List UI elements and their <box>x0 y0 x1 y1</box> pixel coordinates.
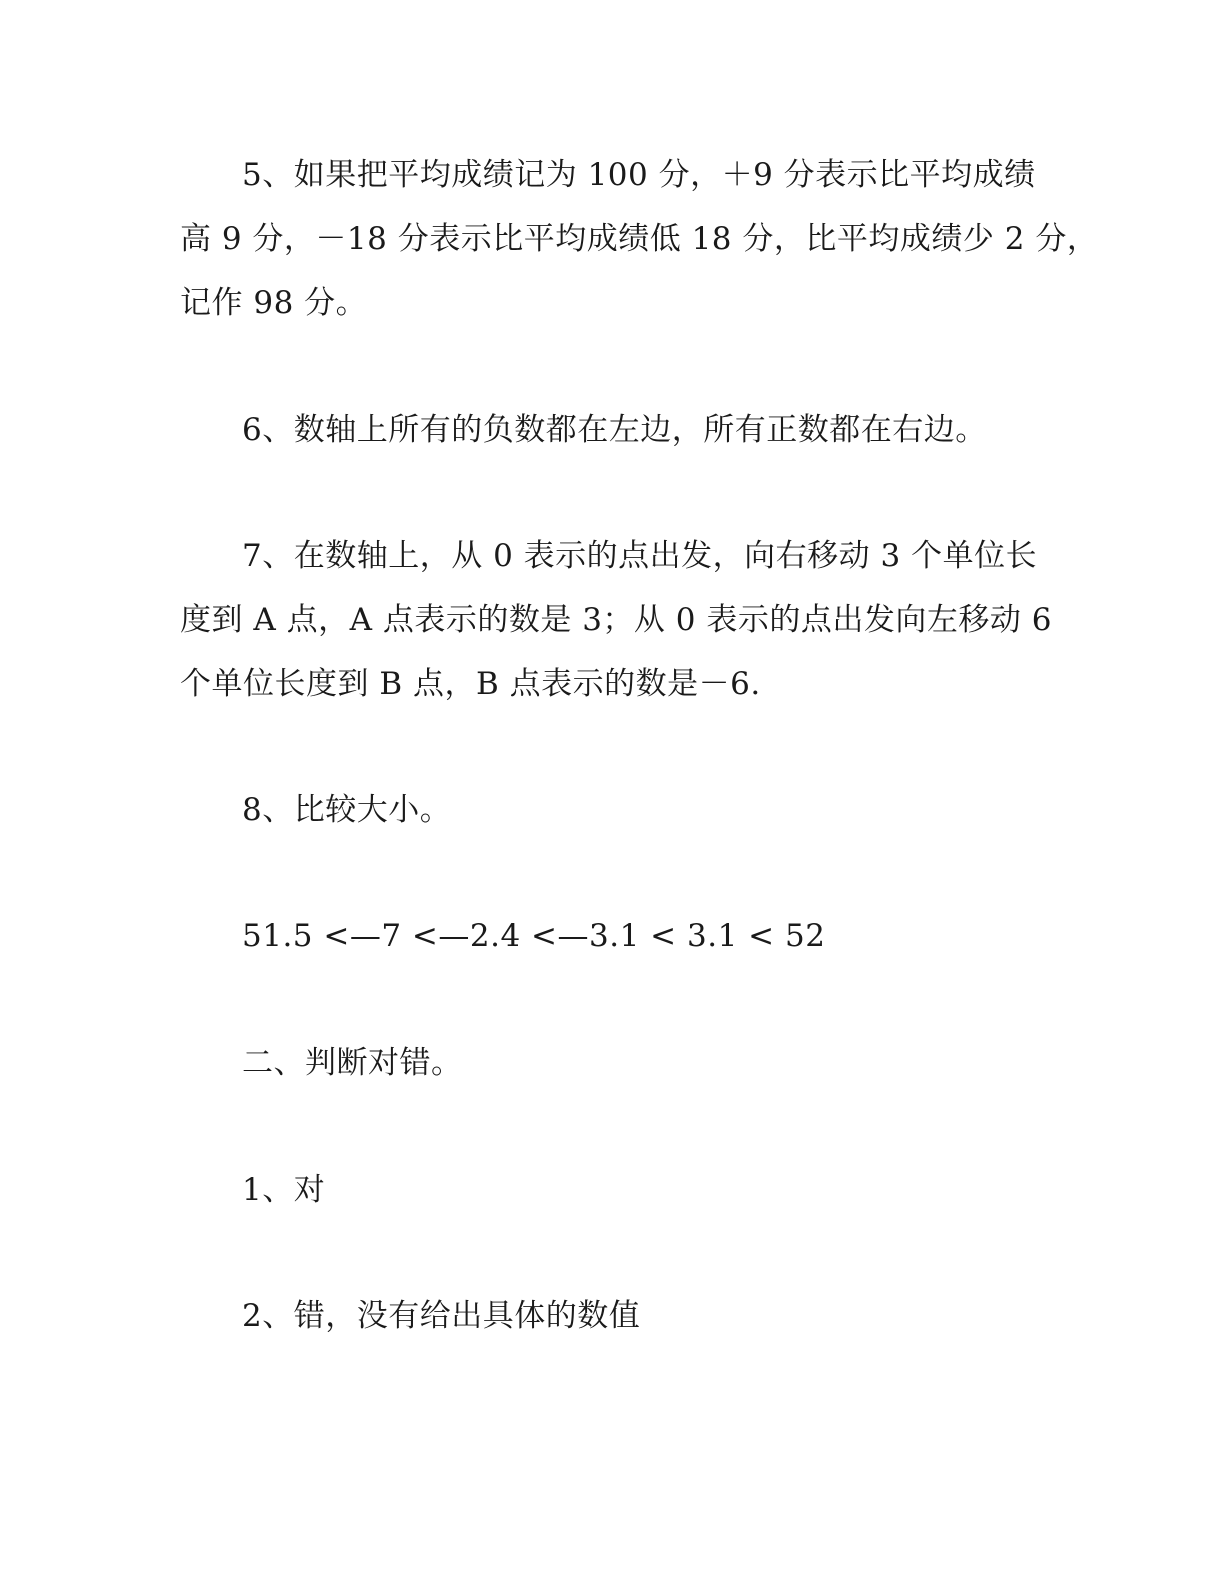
section-heading-judgement: 二、判断对错。 <box>242 1045 463 1081</box>
q7-line-1: 7、在数轴上，从 0 表示的点出发，向右移动 3 个单位长 <box>242 538 1038 574</box>
q6-line-1: 6、数轴上所有的负数都在左边，所有正数都在右边。 <box>242 412 987 448</box>
q7-line-3: 个单位长度到 B 点，B 点表示的数是－6. <box>180 666 761 702</box>
answer-1-line: 1、对 <box>242 1172 326 1208</box>
q8-line-1: 8、比较大小。 <box>242 792 452 828</box>
answer-2-line: 2、错，没有给出具体的数值 <box>242 1298 641 1334</box>
q8-answer-line: 51.5 <—7 <—2.4 <—3.1 < 3.1 < 52 <box>242 918 826 954</box>
q5-line-3: 记作 98 分。 <box>180 285 368 321</box>
q5-line-1: 5、如果把平均成绩记为 100 分，＋9 分表示比平均成绩 <box>242 157 1036 193</box>
q5-line-2: 高 9 分，－18 分表示比平均成绩低 18 分，比平均成绩少 2 分， <box>180 221 1099 257</box>
q7-line-2: 度到 A 点，A 点表示的数是 3；从 0 表示的点出发向左移动 6 <box>180 602 1052 638</box>
